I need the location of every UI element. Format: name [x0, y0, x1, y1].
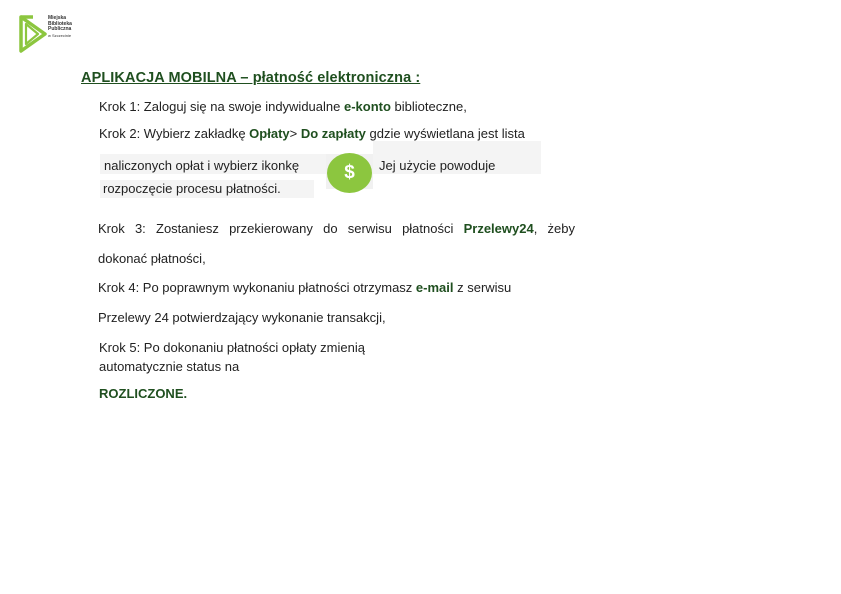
step-5-line-2: automatycznie status na: [99, 359, 240, 374]
step-2-cont-1-left: naliczonych opłat i wybierz ikonkę: [104, 158, 300, 173]
dollar-coin-icon: $: [327, 153, 372, 193]
step-2-end: gdzie wyświetlana jest lista: [365, 126, 525, 141]
logo-mark-icon: [19, 15, 47, 53]
step-4: [98, 280, 511, 295]
step-2-cont-2: rozpoczęcie procesu płatności.: [103, 181, 281, 196]
step-1-end: biblioteczne,: [390, 99, 467, 114]
step-2-separator: >: [289, 126, 301, 141]
logo-line-4: w Szczecinie: [48, 32, 72, 38]
step-3: [98, 221, 575, 236]
logo-text: [48, 16, 72, 38]
step-2-tab-highlight: Opłaty: [249, 126, 290, 141]
page-title: APLIKACJA MOBILNA – płatność elektroniczna :: [81, 70, 421, 86]
logo-line-2: Biblioteka: [48, 20, 72, 27]
step-1-text: Krok 1: Zaloguj się na swoje indywidualne: [99, 99, 344, 114]
logo-line-3: Publiczna: [48, 26, 72, 33]
step-4-highlight: e-mail: [415, 280, 454, 295]
step-4-cont: Przelewy 24 potwierdzający wykonanie transakcji,: [98, 310, 386, 325]
pay-icon-box: [326, 154, 373, 189]
status-rozliczone: ROZLICZONE.: [99, 386, 188, 401]
library-logo: [19, 15, 81, 55]
step-1: [99, 99, 467, 114]
step-1-highlight: e-konto: [343, 99, 391, 114]
step-4-end: z serwisu: [453, 280, 512, 295]
step-3-text: Krok 3: Zostaniesz przekierowany do serwisu płatności: [98, 221, 464, 236]
step-3-cont: dokonać płatności,: [98, 251, 206, 266]
step-3-end: , żeby: [533, 221, 575, 236]
step-3-highlight: Przelewy24: [463, 221, 534, 236]
step-5-line-1: Krok 5: Po dokonaniu płatności opłaty zmienią: [99, 340, 365, 355]
step-4-text: Krok 4: Po poprawnym wykonaniu płatności otrzymasz: [98, 280, 416, 295]
step-2-subtab-highlight: Do zapłaty: [300, 126, 366, 141]
logo-line-1: Miejska: [48, 15, 67, 21]
step-2: [99, 126, 525, 141]
step-2-cont-1-right: Jej użycie powoduje: [379, 158, 496, 173]
step-2-text: Krok 2: Wybierz zakładkę: [99, 126, 250, 141]
